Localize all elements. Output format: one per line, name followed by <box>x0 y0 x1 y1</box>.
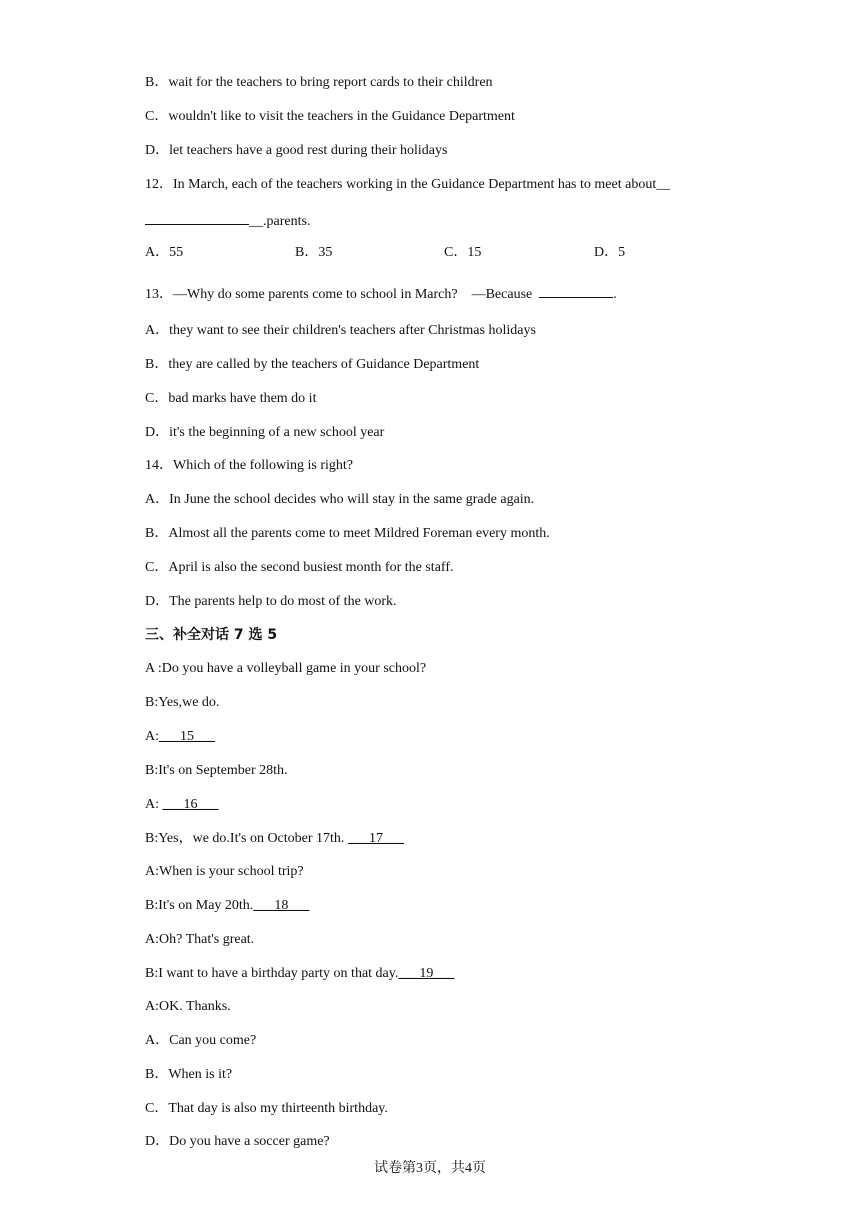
speaker-label: A: <box>145 729 159 744</box>
dialogue-text: B:Yes，we do.It's on October 17th. <box>145 831 348 846</box>
q14-option-a: A．In June the school decides who will stay in the same grade again. <box>145 492 535 507</box>
q12-option-c: C．15 <box>444 245 482 260</box>
dialogue-line-10 <box>145 965 454 983</box>
q14-option-d: D．The parents help to do most of the work. <box>145 594 397 609</box>
q13-stem: 13．—Why do some parents come to school in March? —Because <box>145 287 533 302</box>
q13-stem-line <box>145 283 617 304</box>
blank-15: ___15___ <box>159 729 215 744</box>
q11-option-c: C．wouldn't like to visit the teachers in the Guidance Department <box>145 109 515 124</box>
dialogue-line-2: B:Yes,we do. <box>145 695 220 710</box>
blank-16: ___16___ <box>162 797 219 812</box>
q12-option-d: D．5 <box>594 245 626 260</box>
dialogue-line-4: B:It's on September 28th. <box>145 763 288 778</box>
speaker-label: A: <box>145 797 163 812</box>
q13-answer-blank <box>539 283 613 298</box>
dialogue-line-8 <box>145 897 309 915</box>
dialogue-option-d: D．Do you have a soccer game? <box>145 1134 330 1149</box>
dialogue-line-3 <box>145 728 215 746</box>
dialogue-line-7: A:When is your school trip? <box>145 864 304 879</box>
q13-option-c: C．bad marks have them do it <box>145 391 317 406</box>
dialogue-text: B:It's on May 20th. <box>145 898 254 913</box>
q11-option-b: B．wait for the teachers to bring report cards to their children <box>145 75 493 90</box>
dialogue-text: B:I want to have a birthday party on that day. <box>145 966 399 981</box>
q13-option-d: D．it's the beginning of a new school year <box>145 425 385 440</box>
q14-option-b: B．Almost all the parents come to meet Mildred Foreman every month. <box>145 526 550 541</box>
section3-title: 三、补全对话 7 选 5 <box>145 627 278 643</box>
q14-option-c: C．April is also the second busiest month for the staff. <box>145 560 454 575</box>
page-footer: 试卷第3页，共4页 <box>374 1161 486 1176</box>
q12-stem: 12．In March, each of the teachers working in the Guidance Department has to meet about__ <box>145 177 671 192</box>
q12-option-a: A．55 <box>145 245 184 260</box>
dialogue-line-5 <box>145 796 219 814</box>
blank-18: ___18___ <box>253 898 310 913</box>
dialogue-option-c: C．That day is also my thirteenth birthday. <box>145 1101 388 1116</box>
q12-answer-blank <box>145 210 249 225</box>
blank-17: ___17___ <box>347 831 404 846</box>
q12-stem-continuation <box>145 210 310 231</box>
dialogue-line-6 <box>145 830 404 848</box>
q13-option-b: B．they are called by the teachers of Guidance Department <box>145 357 480 372</box>
dialogue-line-9: A:Oh? That's great. <box>145 932 255 947</box>
q13-option-a: A．they want to see their children's teachers after Christmas holidays <box>145 323 536 338</box>
q11-option-d: D．let teachers have a good rest during their holidays <box>145 143 448 158</box>
blank-19: ___19___ <box>398 966 455 981</box>
q13-stem-end: . <box>613 287 617 302</box>
dialogue-line-11: A:OK. Thanks. <box>145 999 231 1014</box>
q14-stem: 14．Which of the following is right? <box>145 458 354 473</box>
q12-option-b: B．35 <box>295 245 333 260</box>
dialogue-line-1: A :Do you have a volleyball game in your school? <box>145 661 427 676</box>
dialogue-option-a: A．Can you come? <box>145 1033 257 1048</box>
q12-stem-end: __.parents. <box>249 214 311 229</box>
dialogue-option-b: B．When is it? <box>145 1067 233 1082</box>
